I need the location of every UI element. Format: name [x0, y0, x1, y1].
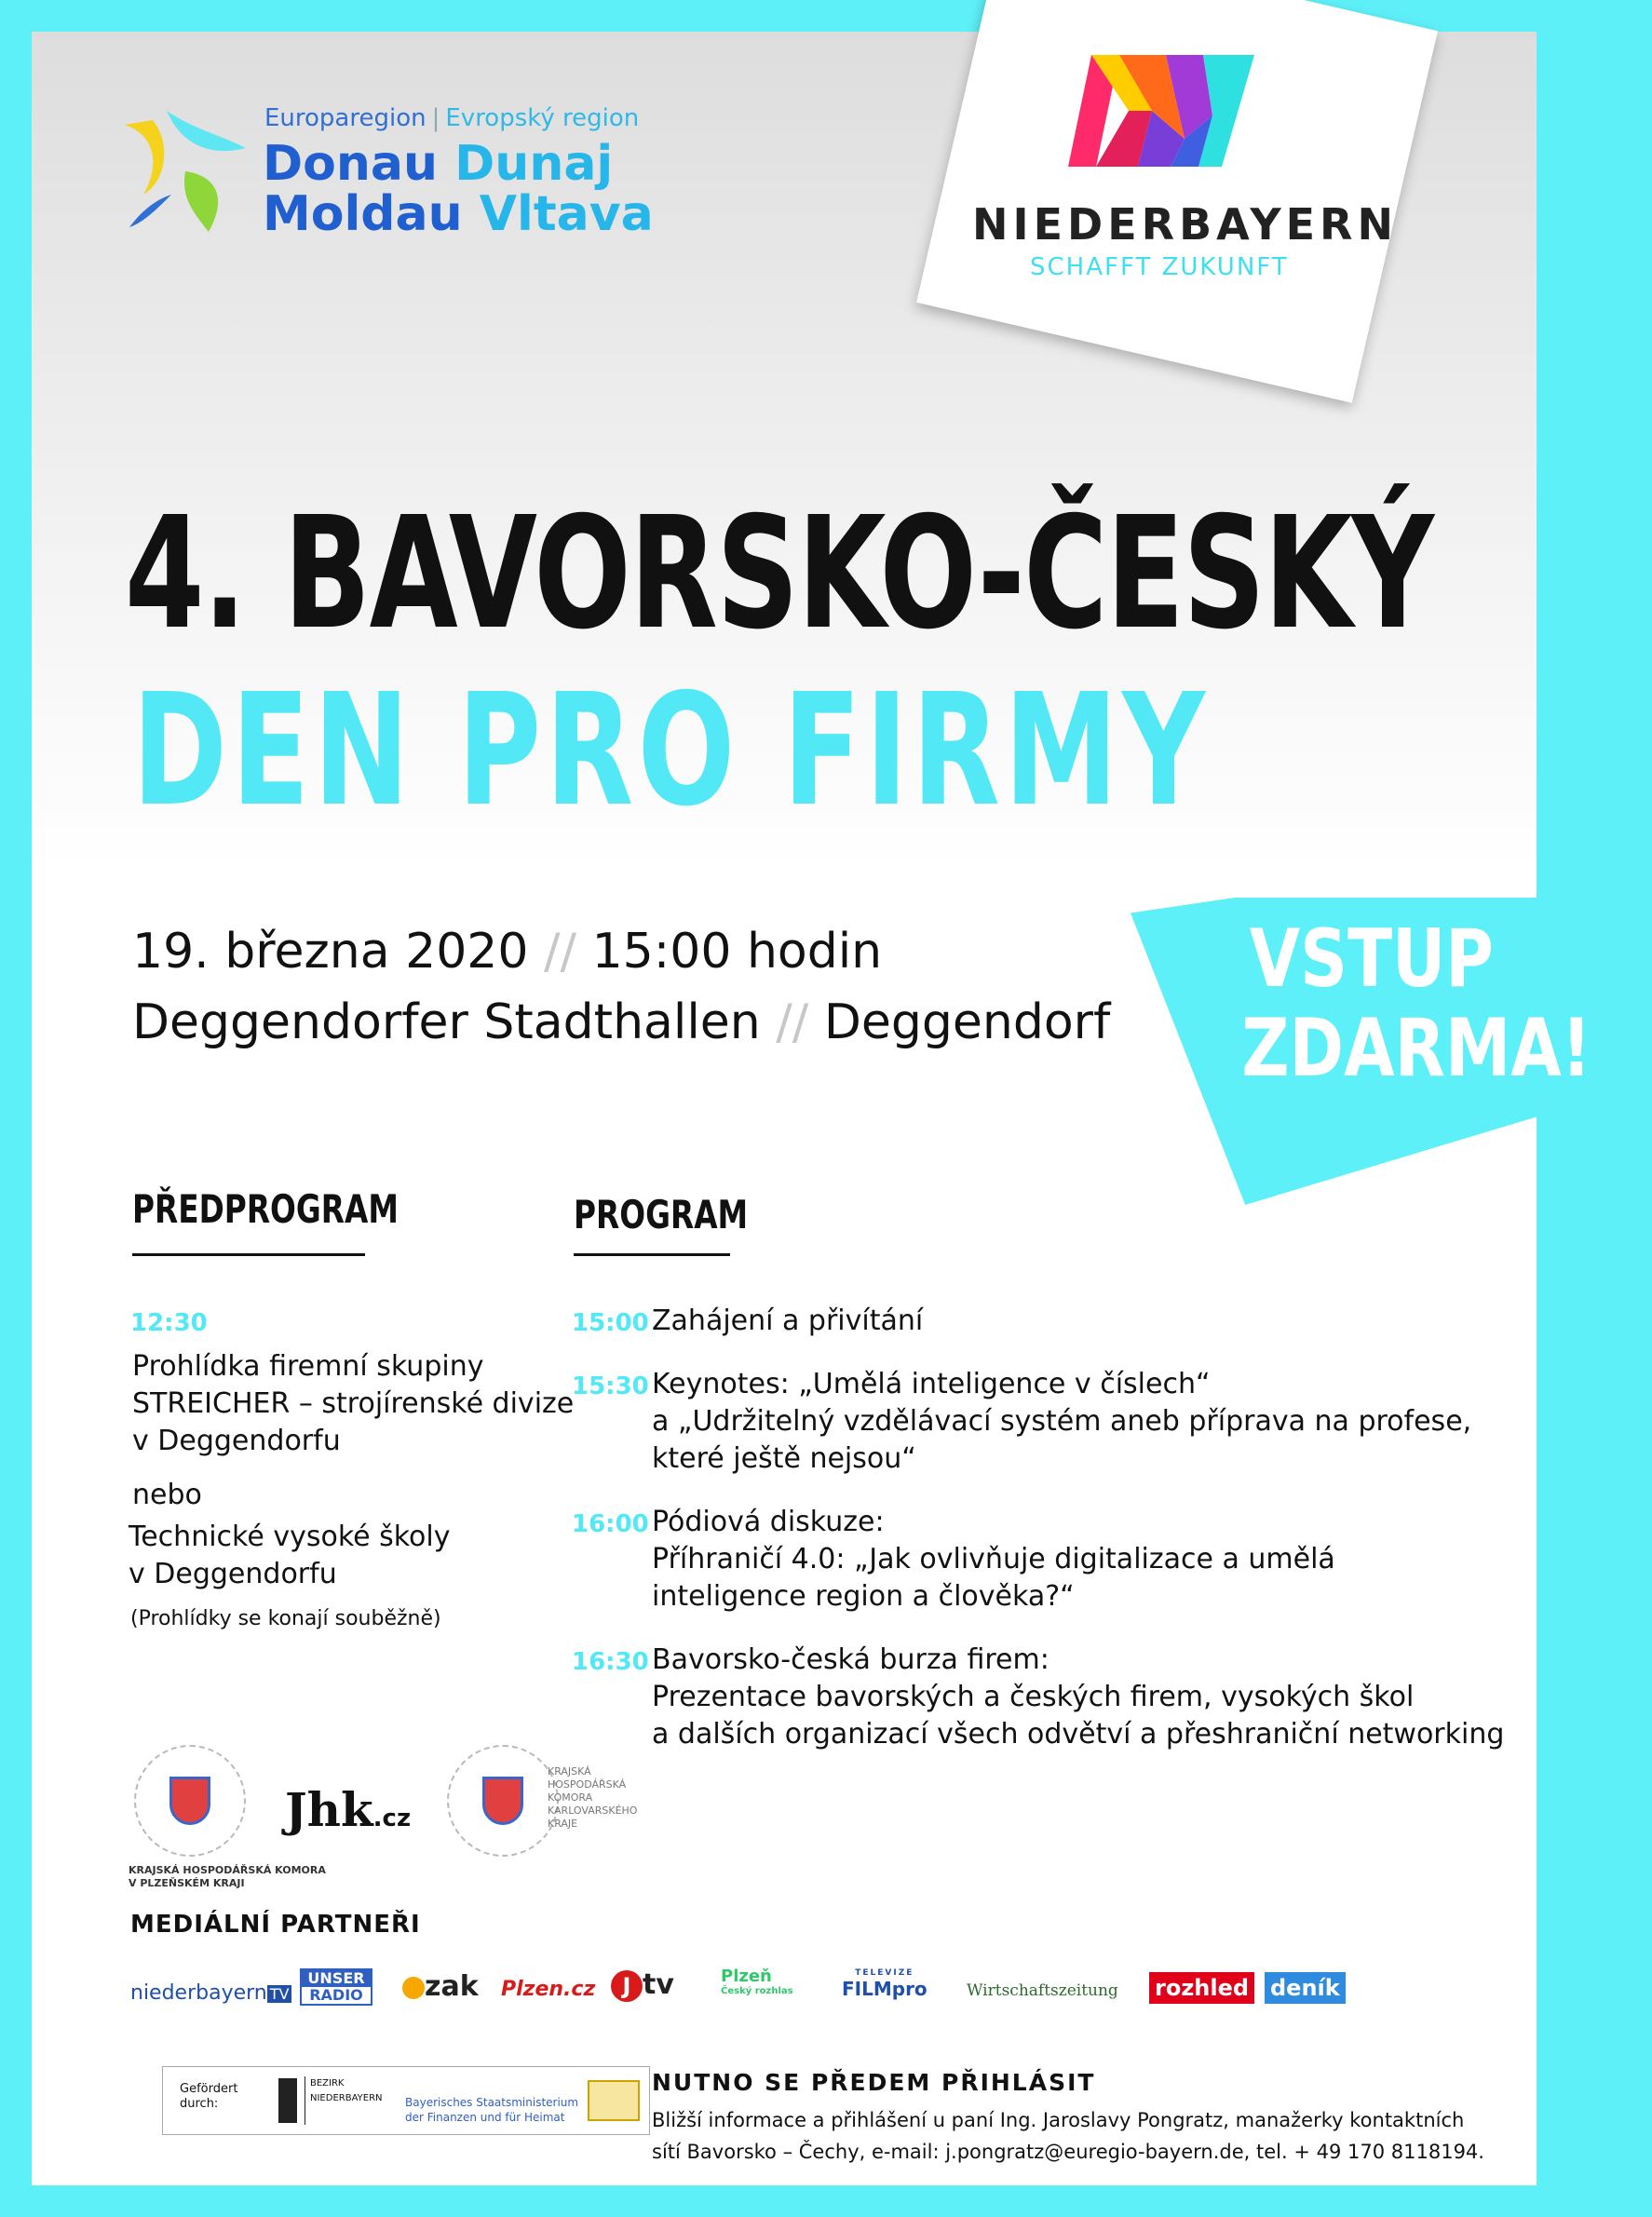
euroregion-logo-icon — [115, 106, 255, 237]
preprogram-item-1-line: Prohlídka firemní skupiny — [132, 1350, 484, 1383]
media-logo-text: Český rozhlas — [721, 1986, 793, 1996]
euroregion-tagline-cz: Evropský region — [445, 104, 640, 132]
media-logo-filmpro — [842, 1968, 928, 2000]
euroregion-line-2 — [263, 188, 654, 240]
preprogram-note: (Prohlídky se konají souběžně) — [130, 1607, 441, 1630]
media-logo-zak — [402, 1970, 479, 2003]
program-time: 15:00 — [572, 1309, 649, 1337]
free-entry-line-1: VSTUP — [1249, 912, 1494, 1006]
bezirk-name-line: BEZIRK — [310, 2078, 345, 2089]
media-logo-unser-radio — [300, 1968, 372, 2006]
ministry-name-line: Bayerisches Staatsministerium — [405, 2096, 579, 2109]
program-item-line: Zahájení a přivítání — [652, 1305, 924, 1337]
program-item-line: Bavorsko-česká burza firem: — [652, 1643, 1049, 1676]
bezirk-crest-icon — [278, 2078, 297, 2123]
crest-icon — [169, 1777, 210, 1825]
euroregion-donau: Donau — [263, 136, 439, 192]
preprogram-item-2 — [129, 1519, 451, 1593]
program-item-line: Příhraničí 4.0: „Jak ovlivňuje digitalizace a umělá — [652, 1543, 1335, 1575]
khk-kv-caption-line: KARLOVARSKÉHO — [548, 1805, 638, 1817]
preprogram-item-2-line: Technické vysoké školy — [129, 1521, 451, 1553]
euroregion-moldau: Moldau — [263, 186, 463, 242]
program-time: 15:30 — [572, 1372, 649, 1400]
niederbayern-tagline: SCHAFFT ZUKUNFT — [1030, 253, 1289, 281]
separator-slash: // — [543, 924, 577, 980]
free-entry-line-2: ZDARMA! — [1241, 1002, 1591, 1095]
media-logo-text: TELEVIZE — [855, 1968, 914, 1978]
funder-box — [162, 2066, 650, 2135]
media-logo-denik: deník — [1265, 1972, 1346, 2004]
program-item — [652, 1642, 1504, 1753]
euroregion-tagline-de: Europaregion — [264, 104, 427, 132]
media-logo-cro-plzen — [721, 1967, 793, 1996]
niederbayern-name: NIEDERBAYERN — [972, 199, 1398, 250]
bezirk-name — [310, 2076, 383, 2106]
program-heading: PROGRAM — [574, 1192, 749, 1237]
media-logo-wirtschaftszeitung: Wirtschaftszeitung — [967, 1981, 1118, 2000]
media-logo-text: tv — [643, 1968, 674, 2001]
event-venue: Deggendorfer Stadthallen — [132, 994, 761, 1050]
funder-label-line: durch: — [180, 2097, 219, 2111]
funder-label-line: Gefördert — [180, 2082, 238, 2096]
title-line-2: DEN PRO FIRMY — [132, 661, 1210, 841]
preprogram-or: nebo — [132, 1479, 202, 1511]
khk-plzen-caption-line: V PLZEŇSKÉM KRAJI — [129, 1877, 245, 1889]
khk-karlovy-vary-seal — [447, 1745, 559, 1857]
media-logo-text: niederbayern — [130, 1981, 267, 2005]
media-logo-plzencz: Plzen.cz — [501, 1978, 596, 2001]
registration-info — [652, 2104, 1484, 2168]
registration-heading: NUTNO SE PŘEDEM PŘIHLÁSIT — [652, 2069, 1096, 2096]
media-logo-text: TV — [267, 1985, 292, 2003]
funder-label — [180, 2082, 237, 2112]
euroregion-vltava: Vltava — [479, 186, 654, 242]
ministry-name-line: der Finanzen und für Heimat — [405, 2111, 565, 2124]
program-item-line: které ještě nejsou“ — [652, 1442, 916, 1475]
khk-plzen-seal — [134, 1745, 246, 1857]
free-entry-text — [1241, 912, 1591, 1095]
event-date-line — [132, 924, 882, 980]
zak-circle-icon — [402, 1977, 425, 1999]
program-item-line: Keynotes: „Umělá inteligence v číslech“ — [652, 1368, 1211, 1400]
poster — [32, 32, 1591, 2185]
event-place-line — [132, 994, 1110, 1050]
preprogram-item-1 — [132, 1348, 574, 1460]
event-date: 19. března 2020 — [132, 924, 529, 980]
program-item — [652, 1303, 923, 1340]
ministry-name — [405, 2095, 578, 2125]
program-item — [652, 1366, 1471, 1478]
program-item-line: Pódiová diskuze: — [652, 1506, 885, 1538]
program-time: 16:30 — [572, 1648, 649, 1676]
media-partners-heading: MEDIÁLNÍ PARTNEŘI — [130, 1911, 421, 1939]
media-logo-text: J — [611, 1970, 643, 2002]
khk-kv-caption-line: HOSPODÁŘSKÁ — [548, 1778, 627, 1791]
program-item-line: Prezentace bavorských a českých firem, vysokých škol — [652, 1681, 1415, 1713]
khk-kv-caption-line: KRAJE — [548, 1818, 578, 1830]
media-logo-text: zak — [425, 1970, 479, 2003]
title-line-1: 4. BAVORSKO-ČESKÝ — [125, 484, 1433, 664]
preprogram-item-1-line: v Deggendorfu — [132, 1425, 341, 1457]
media-logo-jtv — [611, 1968, 674, 2002]
khk-plzen-caption — [129, 1864, 326, 1890]
media-logo-text: Plzeň — [721, 1967, 772, 1986]
jhk-logo-main: Jhk — [285, 1782, 373, 1837]
registration-info-line: Bližší informace a přihlášení u paní Ing. Jaroslavy Pongratz, manažerky kontaktních — [652, 2109, 1465, 2131]
bavaria-coat-of-arms-icon — [588, 2080, 640, 2121]
program-time: 16:00 — [572, 1510, 649, 1538]
euroregion-tagline — [264, 104, 639, 132]
preprogram-item-2-line: v Deggendorfu — [129, 1558, 337, 1590]
media-logo-text: RADIO — [309, 1986, 363, 2004]
preprogram-heading: PŘEDPROGRAM — [132, 1186, 399, 1232]
program-item-line: a dalších organizací všech odvětví a přeshraniční networking — [652, 1718, 1505, 1751]
euroregion-line-1 — [263, 138, 613, 190]
media-logo-text: FILMpro — [842, 1978, 928, 2000]
registration-info-line: sítí Bavorsko – Čechy, e-mail: j.pongratz@euregio-bayern.de, tel. + 49 170 8118194. — [652, 2141, 1484, 2163]
jhk-logo-suffix: .cz — [372, 1805, 412, 1832]
event-city: Deggendorf — [823, 994, 1111, 1050]
separator-bar: | — [431, 104, 440, 132]
media-logo-text: UNSER — [302, 1970, 371, 1987]
preprogram-time: 12:30 — [130, 1309, 208, 1337]
separator-slash: // — [776, 994, 809, 1050]
event-time: 15:00 hodin — [591, 924, 883, 980]
khk-plzen-caption-line: KRAJSKÁ HOSPODÁŘSKÁ KOMORA — [129, 1864, 326, 1876]
khk-kv-caption — [548, 1765, 637, 1831]
khk-kv-caption-line: KRAJSKÁ — [548, 1765, 591, 1778]
niederbayern-logo-icon — [1063, 50, 1259, 171]
preprogram-underline — [132, 1253, 365, 1256]
euroregion-dunaj: Dunaj — [454, 136, 614, 192]
preprogram-item-1-line: STREICHER – strojírenské divize — [132, 1387, 575, 1420]
program-item — [652, 1504, 1335, 1615]
media-logo-niederbayerntv — [130, 1981, 291, 2005]
crest-icon — [482, 1777, 523, 1825]
jhk-logo — [285, 1782, 411, 1837]
program-underline — [574, 1253, 730, 1256]
bezirk-name-line: NIEDERBAYERN — [310, 2093, 383, 2103]
khk-kv-caption-line: KOMORA — [548, 1791, 593, 1804]
program-item-line: a „Udržitelný vzdělávací systém aneb příprava na profese, — [652, 1405, 1472, 1438]
program-item-line: inteligence region a člověka?“ — [652, 1580, 1075, 1613]
media-logo-rozhled: rozhled — [1149, 1972, 1254, 2004]
